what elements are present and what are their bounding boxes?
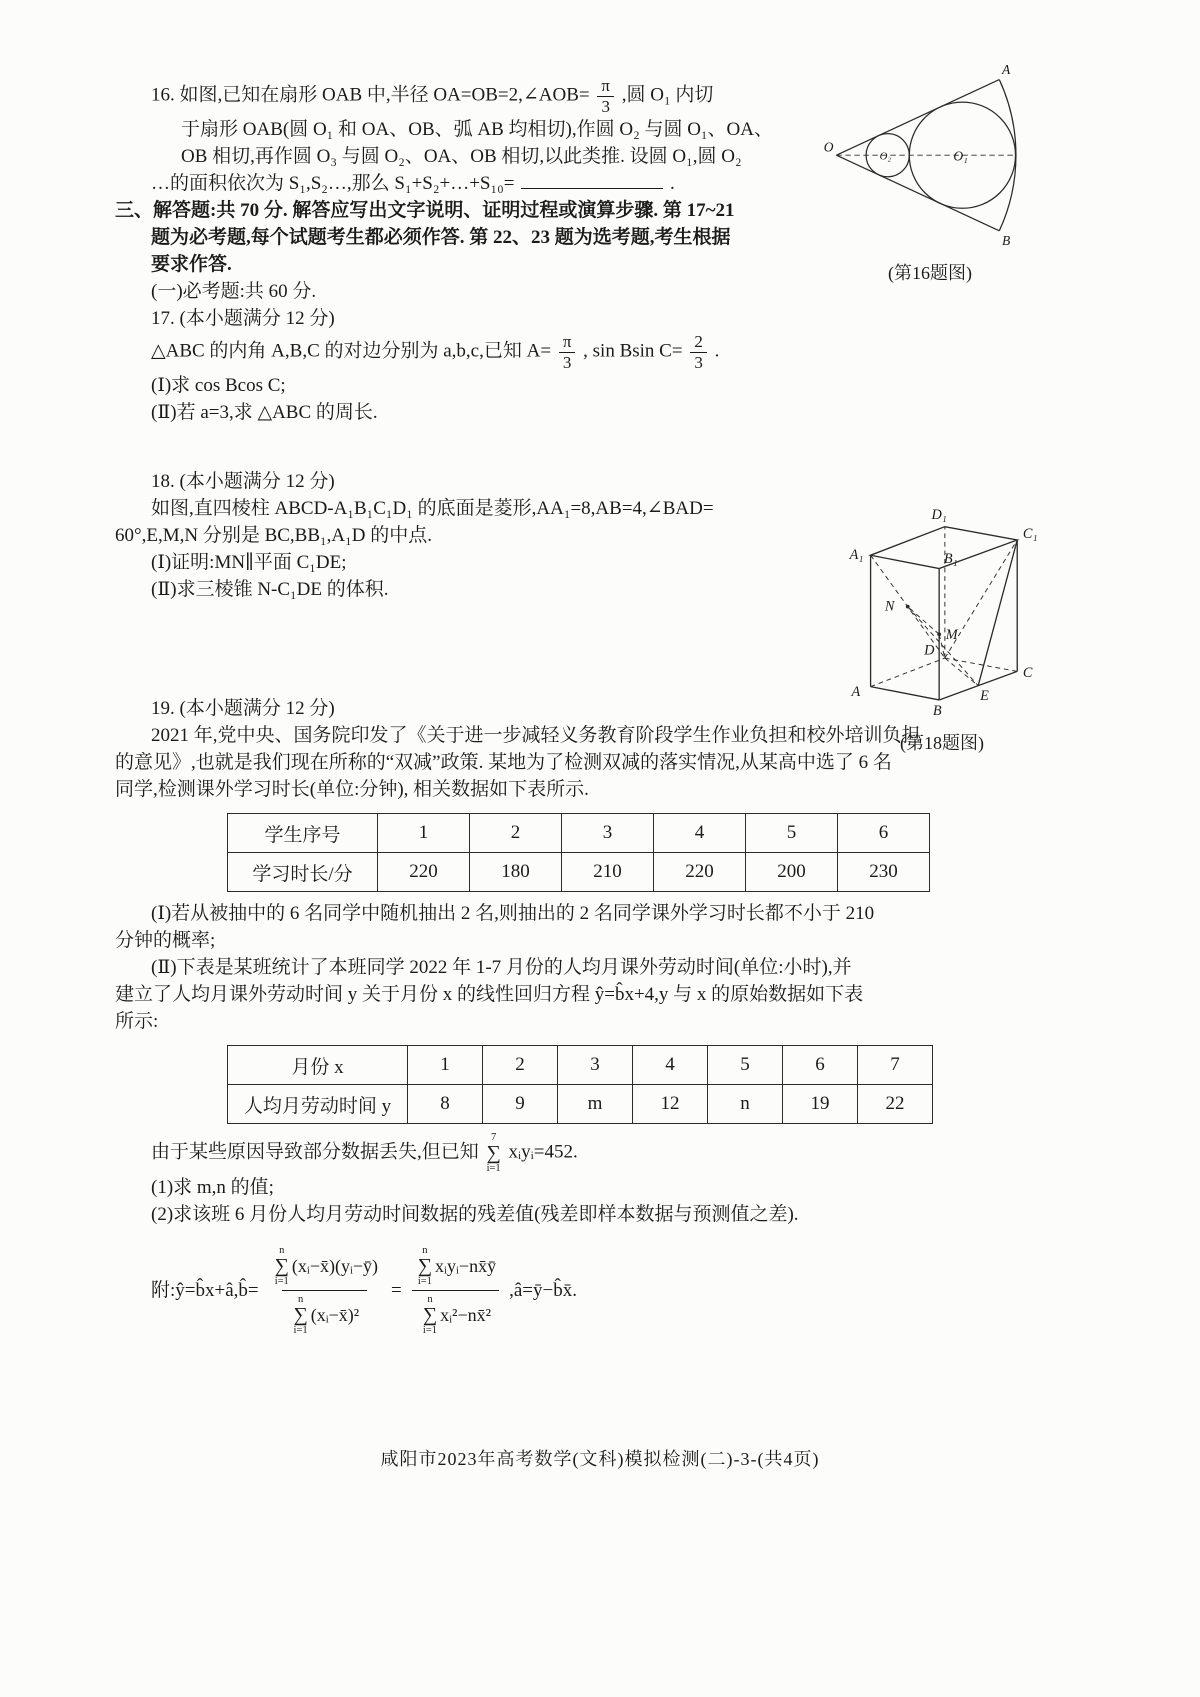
table-cell: 2: [483, 1046, 558, 1085]
q19-intro-line-3: 同学,检测课外学习时长(单位:分钟), 相关数据如下表所示.: [115, 779, 589, 801]
fraction-pi-over-3: [559, 332, 576, 372]
vertex-label-D1: D₁: [931, 507, 947, 524]
fraction-denominator: [282, 1290, 367, 1339]
table-cell: 220: [378, 853, 470, 892]
formula-term: (xᵢ−x̄)(yᵢ−ȳ): [291, 1255, 379, 1276]
q19-intro-line-1: 2021 年,党中央、国务院印发了《关于进一步减轻义务教育阶段学生作业负担和校外培训负担: [151, 725, 921, 747]
fraction-pi-over-3: [597, 76, 614, 116]
table-cell: 200: [746, 853, 838, 892]
q18-heading: 18. (本小题满分 12 分): [151, 471, 335, 493]
q19-subquestion-2: (2)求该班 6 月份人均月劳动时间数据的残差值(残差即样本数据与预测值之差).: [151, 1204, 799, 1226]
sum-lower-limit: i=1: [417, 1275, 432, 1287]
formula-term: xᵢ²−nx̄²: [440, 1304, 491, 1325]
vertex-label-C1: C₁: [1022, 526, 1038, 543]
fraction-numerator: π: [601, 76, 610, 95]
summation-symbol: [275, 1245, 289, 1287]
table-row: [228, 814, 930, 853]
fraction-2-over-3: [690, 332, 707, 372]
summation-symbol: [487, 1132, 501, 1174]
section3-heading-line-3: 要求作答.: [151, 254, 232, 276]
table-row: [228, 853, 930, 892]
summation-symbol: [423, 1294, 437, 1336]
sum-upper-limit: n: [297, 1294, 304, 1306]
table-cell: 230: [838, 853, 930, 892]
sector-diagram: [822, 56, 1038, 249]
section3-heading-line-1: 三、解答题:共 70 分. 解答应写出文字说明、证明过程或演算步骤. 第 17~21: [115, 200, 735, 222]
midpoint-label-N: N: [884, 598, 895, 615]
table-cell: 1: [378, 814, 470, 853]
figure-q18: [842, 500, 1042, 755]
table-cell: 210: [562, 853, 654, 892]
table-row: [228, 1046, 933, 1085]
q19-part2-line-2: 建立了人均月课外劳动时间 y 关于月份 x 的线性回归方程 ŷ=b̂x+4,y 与 x 的原始数据如下表: [115, 984, 864, 1006]
prism-diagram: [842, 500, 1042, 719]
summation-symbol: [418, 1245, 432, 1287]
q17-text-c: .: [714, 340, 720, 362]
circle-label-O1: O₁: [953, 148, 968, 164]
table-cell: 3: [562, 814, 654, 853]
sigma-icon: ∑: [274, 1254, 289, 1277]
labor-time-table: [227, 1045, 933, 1124]
table-cell: 6: [838, 814, 930, 853]
q19-lost-text-a: 由于某些原因导致部分数据丢失,但已知: [151, 1141, 479, 1163]
fraction-numerator: π: [562, 332, 572, 352]
q19-heading: 19. (本小题满分 12 分): [151, 698, 335, 720]
table-cell: 2: [470, 814, 562, 853]
vertex-label-C: C: [1022, 665, 1033, 682]
formula-fraction-2: [407, 1242, 504, 1339]
q19-lost-data-line: [115, 1132, 1115, 1174]
formula-prefix: 附:ŷ=b̂x+â,b̂=: [151, 1280, 259, 1302]
vertex-label-D: D: [924, 642, 935, 659]
table-row-label: 学生序号: [228, 814, 378, 853]
sum-lower-limit: i=1: [486, 1162, 501, 1174]
q17-text-a: △ABC 的内角 A,B,C 的对边分别为 a,b,c,已知 A=: [151, 340, 552, 362]
q16-text-4a: …的面积依次为 S₁,S₂…,那么 S₁+S₂+…+S₁₀=: [151, 173, 515, 195]
page-footer: 咸阳市2023年高考数学(文科)模拟检测(二)-3-(共4页): [380, 1449, 820, 1469]
q16-line-2: 于扇形 OAB(圆 O₁ 和 OA、OB、弧 AB 均相切),作圆 O₂ 与圆 O₁、OA、: [181, 119, 773, 141]
sum-lower-limit: i=1: [293, 1324, 308, 1336]
table-cell: 5: [708, 1046, 783, 1085]
q17-text-b: , sin Bsin C=: [583, 340, 683, 362]
section3-part1-label: (一)必考题:共 60 分.: [151, 281, 317, 303]
vertex-label-B: B: [1002, 233, 1011, 249]
section3-heading-line-2: 题为必考题,每个试题考生都必须作答. 第 22、23 题为选考题,考生根据: [151, 227, 731, 249]
fraction-numerator: [264, 1242, 386, 1290]
q16-line-3: OB 相切,再作圆 O₃ 与圆 O₂、OA、OB 相切,以此类推. 设圆 O₁,圆 O₂: [181, 146, 742, 168]
q17-heading: 17. (本小题满分 12 分): [151, 308, 335, 330]
q16-text-1a: 16. 如图,已知在扇形 OAB 中,半径 OA=OB=2,∠AOB=: [151, 84, 590, 106]
sum-upper-limit: n: [422, 1245, 428, 1257]
sum-upper-limit: n: [427, 1294, 433, 1306]
table-cell: 220: [654, 853, 746, 892]
table-cell: 180: [470, 853, 562, 892]
q18-statement-line-1: 如图,直四棱柱 ABCD-A₁B₁C₁D₁ 的底面是菱形,AA₁=8,AB=4,∠BAD=: [151, 498, 714, 520]
q19-regression-formula: [115, 1242, 1115, 1339]
formula-term: (xᵢ−x̄)²: [310, 1304, 360, 1325]
q19-intro-line-2: 的意见》,也就是我们现在所称的“双减”政策. 某地为了检测双减的落实情况,从某高中选了 6 名: [115, 752, 892, 774]
vertex-label-B: B: [932, 703, 942, 719]
sum-upper-limit: n: [279, 1245, 285, 1257]
table-cell: 4: [633, 1046, 708, 1085]
table-cell: 4: [654, 814, 746, 853]
figure-q16-caption: (第16题图): [888, 263, 972, 283]
fraction-numerator: [407, 1242, 504, 1290]
table-cell: m: [558, 1085, 633, 1124]
vertex-label-A: A: [851, 684, 861, 701]
q17-statement: [115, 332, 1115, 372]
table-cell: 5: [746, 814, 838, 853]
q19-subquestion-1: (1)求 m,n 的值;: [151, 1177, 274, 1199]
sum-lower-limit: i=1: [274, 1275, 289, 1287]
table-cell: 19: [783, 1085, 858, 1124]
q19-part2-line-3: 所示:: [115, 1011, 159, 1033]
answer-blank: [521, 185, 663, 189]
q16-text-4b: .: [669, 173, 675, 195]
fraction-denominator: 3: [597, 96, 614, 117]
sigma-icon: ∑: [293, 1303, 308, 1326]
vertex-label-A: A: [1002, 62, 1011, 78]
q19-part2-line-1: (Ⅱ)下表是某班统计了本班同学 2022 年 1-7 月份的人均月课外劳动时间(单位:小时),并: [151, 957, 852, 979]
q19-part1-line-2: 分钟的概率;: [115, 930, 216, 952]
formula-equals: =: [391, 1280, 402, 1302]
sigma-icon: ∑: [417, 1254, 433, 1277]
q18-part-1: (Ⅰ)证明:MN∥平面 C₁DE;: [151, 552, 347, 574]
table-cell: 22: [858, 1085, 933, 1124]
figure-q18-caption: (第18题图): [900, 733, 984, 753]
circle-label-O2: O₂: [879, 150, 892, 163]
table-cell: 12: [633, 1085, 708, 1124]
q17-part-1: (Ⅰ)求 cos Bcos C;: [151, 375, 286, 397]
table-cell: n: [708, 1085, 783, 1124]
midpoint-label-M: M: [945, 627, 958, 644]
table-cell: 8: [408, 1085, 483, 1124]
vertex-label-O: O: [823, 139, 834, 155]
table-cell: 6: [783, 1046, 858, 1085]
formula-suffix: ,â=ȳ−b̂x̄.: [509, 1280, 577, 1302]
table-cell: 3: [558, 1046, 633, 1085]
table-row: [228, 1085, 933, 1124]
fraction-denominator: [412, 1290, 499, 1339]
table-row-label: 人均月劳动时间 y: [228, 1085, 408, 1124]
summation-symbol: [293, 1294, 307, 1336]
study-time-table: [227, 813, 930, 892]
q19-lost-text-b: xᵢyᵢ=452.: [508, 1141, 578, 1163]
vertex-label-A1: A₁: [849, 547, 864, 564]
q18-part-2: (Ⅱ)求三棱锥 N-C₁DE 的体积.: [151, 579, 389, 601]
q16-text-1b: ,圆 O₁ 内切: [621, 84, 714, 106]
fraction-denominator: 3: [559, 352, 576, 373]
figure-q16: [822, 56, 1038, 285]
sigma-icon: ∑: [486, 1141, 501, 1164]
formula-fraction-1: [264, 1242, 386, 1339]
midpoint-label-E: E: [980, 687, 989, 704]
q17-part-2: (Ⅱ)若 a=3,求 △ABC 的周长.: [151, 402, 378, 424]
table-row-label: 学习时长/分: [228, 853, 378, 892]
vertex-label-B1: B₁: [943, 550, 958, 567]
q19-part1-line-1: (Ⅰ)若从被抽中的 6 名同学中随机抽出 2 名,则抽出的 2 名同学课外学习时长都不小于 210: [151, 903, 875, 925]
table-cell: 9: [483, 1085, 558, 1124]
fraction-numerator: 2: [694, 332, 703, 352]
table-cell: 1: [408, 1046, 483, 1085]
q18-statement-line-2: 60°,E,M,N 分别是 BC,BB₁,A₁D 的中点.: [115, 525, 432, 547]
table-cell: 7: [858, 1046, 933, 1085]
table-row-label: 月份 x: [228, 1046, 408, 1085]
fraction-denominator: 3: [690, 352, 707, 373]
sum-lower-limit: i=1: [422, 1324, 438, 1336]
sigma-icon: ∑: [422, 1303, 438, 1326]
sum-upper-limit: 7: [491, 1132, 497, 1144]
formula-term: xᵢyᵢ−nx̄ȳ: [435, 1255, 497, 1276]
